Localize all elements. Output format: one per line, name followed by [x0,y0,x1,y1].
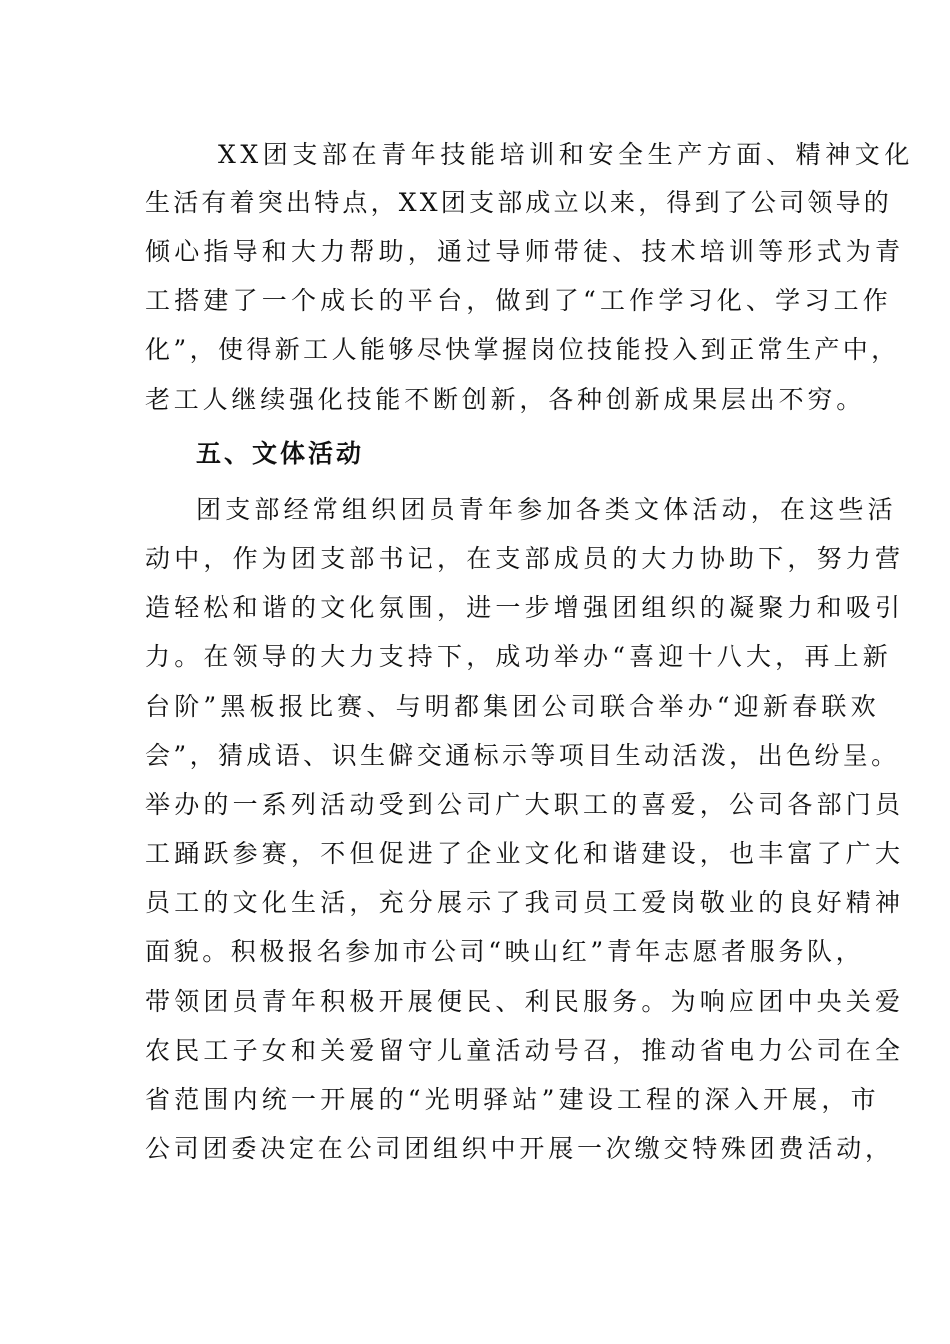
paragraph-line: 工踊跃参赛，不但促进了企业文化和谐建设，也丰富了广大 [145,839,905,868]
paragraph-line: 公司团委决定在公司团组织中开展一次缴交特殊团费活动， [145,1134,894,1163]
paragraph-line: 农民工子女和关爱留守儿童活动号召，推动省电力公司在全 [145,1036,905,1065]
paragraph-line: 造轻松和谐的文化氛围，进一步增强团组织的凝聚力和吸引 [145,593,905,622]
section-heading: 五、文体活动 [196,439,365,468]
paragraph-line: 倾心指导和大力帮助，通过导师带徒、技术培训等形式为青 [145,237,905,266]
paragraph-line: 带领团员青年积极开展便民、利民服务。为响应团中央关爱 [145,987,905,1016]
paragraph-line: 会”，猜成语、识生僻交通标示等项目生动活泼，出色纷呈。 [145,741,900,770]
paragraph-line: 举办的一系列活动受到公司广大职工的喜爱，公司各部门员 [145,790,905,819]
paragraph-line: 台阶”黑板报比赛、与明都集团公司联合举办“迎新春联欢 [145,692,880,721]
paragraph-line: 团支部经常组织团员青年参加各类文体活动，在这些活 [196,495,897,524]
paragraph-line: 动中，作为团支部书记，在支部成员的大力协助下，努力营 [145,544,905,573]
paragraph-line: 力。在领导的大力支持下，成功举办“喜迎十八大，再上新 [145,642,892,671]
paragraph-line: 面貌。积极报名参加市公司“映山红”青年志愿者服务队， [145,937,865,966]
paragraph-line: 化”，使得新工人能够尽快掌握岗位技能投入到正常生产中， [145,335,900,364]
paragraph-line: 省范围内统一开展的“光明驿站”建设工程的深入开展，市 [145,1085,880,1114]
paragraph-line: XX团支部在青年技能培训和安全生产方面、精神文化 [218,140,914,169]
paragraph-line: 生活有着突出特点，XX团支部成立以来，得到了公司领导的 [145,188,892,217]
paragraph-line: 员工的文化生活，充分展示了我司员工爱岗敬业的良好精神 [145,888,905,917]
paragraph-line: 工搭建了一个成长的平台，做到了“工作学习化、学习工作 [145,286,892,315]
paragraph-line: 老工人继续强化技能不断创新，各种创新成果层出不穷。 [145,385,866,414]
